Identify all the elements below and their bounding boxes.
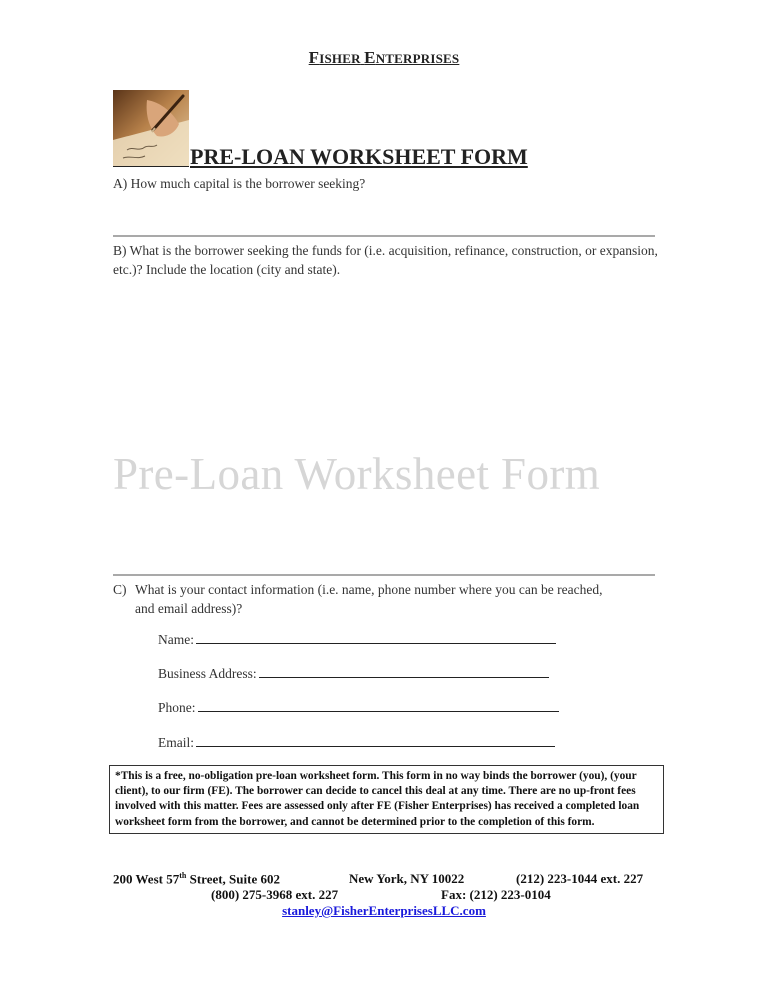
company-initial-2: E <box>364 48 376 67</box>
answer-b-divider <box>113 574 655 576</box>
company-name <box>0 48 768 68</box>
phone-label: Phone: <box>158 700 196 715</box>
business-address-blank[interactable] <box>259 665 549 678</box>
footer-email-link[interactable]: stanley@FisherEnterprisesLLC.com <box>282 903 486 918</box>
company-initial-1: F <box>308 48 320 67</box>
name-blank[interactable] <box>196 631 556 644</box>
question-c-label: C) <box>113 582 127 597</box>
name-label: Name: <box>158 632 194 647</box>
footer-phone-tollfree: (800) 275-3968 ext. 227 <box>211 887 339 902</box>
phone-blank[interactable] <box>198 699 559 712</box>
email-label: Email: <box>158 735 194 750</box>
question-a: A) How much capital is the borrower seeking? <box>113 176 366 191</box>
company-rest-1: ISHER <box>319 51 361 66</box>
business-address-label: Business Address: <box>158 666 257 681</box>
company-rest-2: NTERPRISES <box>375 51 460 66</box>
footer-address <box>113 871 280 887</box>
writing-hand-photo <box>113 90 189 166</box>
question-c <box>113 580 658 618</box>
email-field[interactable] <box>158 734 555 751</box>
question-c-line-2: and email address)? <box>135 601 243 616</box>
name-field[interactable] <box>158 631 556 648</box>
footer-address-sup: th <box>179 871 187 880</box>
footer-address-post: Street, Suite 602 <box>186 871 280 887</box>
footer-address-pre: 200 West 57 <box>113 871 180 887</box>
question-c-line-1: What is your contact information (i.e. name, phone number where you can be reached, <box>135 582 603 597</box>
footer-fax: Fax: (212) 223-0104 <box>441 887 551 902</box>
watermark: Pre-Loan Worksheet Form <box>113 449 601 499</box>
footer-phone: (212) 223-1044 ext. 227 <box>516 871 644 886</box>
phone-field[interactable] <box>158 699 559 716</box>
title-underline <box>113 166 189 167</box>
footer-city: New York, NY 10022 <box>349 871 465 886</box>
business-address-field[interactable] <box>158 665 549 682</box>
answer-a-divider <box>113 235 655 237</box>
email-blank[interactable] <box>196 734 555 747</box>
form-title: PRE-LOAN WORKSHEET FORM <box>190 144 528 169</box>
disclaimer-box: *This is a free, no-obligation pre-loan worksheet form. This form in no way binds the borrower (you), (your client), to our firm (FE). The borrower can decide to cancel this deal at any time. There are no up-front fees involved with this matter. Fees are assessed only after FE (Fisher Enterprises) has received a completed loan worksheet form from the borrower, and cannot be determined prior to the completion of this form. <box>109 765 664 834</box>
question-b: B) What is the borrower seeking the funds for (i.e. acquisition, refinance, construction, or expansion, etc.)? Include the location (city and state). <box>113 243 658 277</box>
